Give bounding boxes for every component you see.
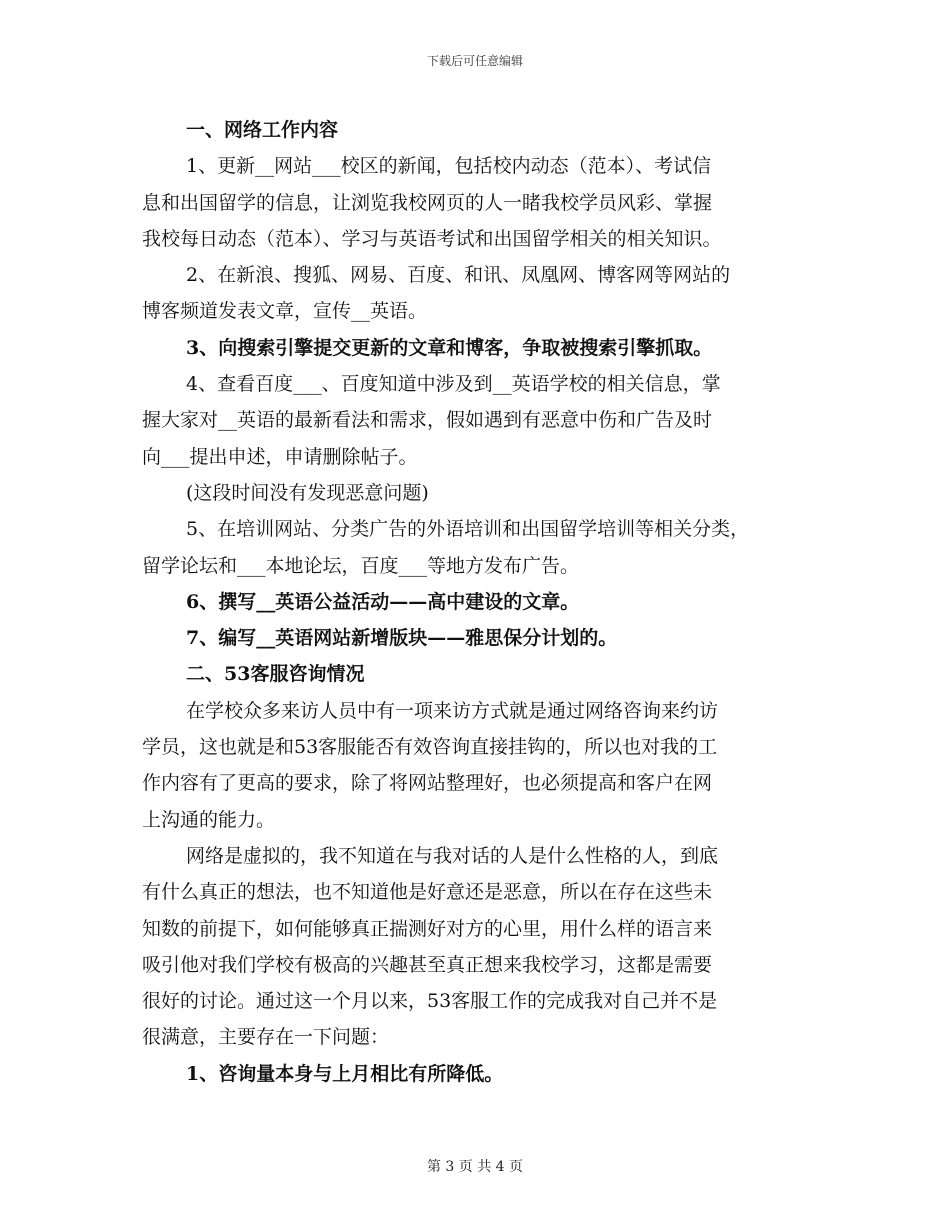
section-heading-line: 1、咨询量本身与上月相比有所降低。 — [186, 1062, 504, 1085]
paragraph-line: 有什么真正的想法，也不知道他是好意还是恶意，所以在存在这些未 — [142, 881, 713, 904]
section-heading-line: 一、网络工作内容 — [186, 119, 339, 141]
paragraph-line: 知数的前提下，如何能够真正揣测好对方的心里，用什么样的语言来 — [142, 917, 713, 940]
page-header: 下载后可任意编辑 — [426, 54, 523, 68]
paragraph-line: 网络是虚拟的，我不知道在与我对话的人是什么性格的人，到底 — [186, 844, 719, 867]
paragraph-line: 很满意，主要存在一下问题： — [142, 1026, 390, 1049]
section-heading-line: 3、向搜索引擎提交更新的文章和博客，争取被搜索引擎抓取。 — [186, 336, 713, 359]
section-heading-line: 二、53客服咨询情况 — [186, 663, 365, 686]
paragraph-line: 很好的讨论。通过这一个月以来，53客服工作的完成我对自己并不是 — [142, 990, 718, 1013]
paragraph-line: 作内容有了更高的要求，除了将网站整理好，也必须提高和客户在网 — [142, 772, 713, 795]
paragraph-line: 吸引他对我们学校有极高的兴趣甚至真正想来我校学习，这都是需要 — [142, 953, 713, 976]
document-body — [142, 112, 822, 1092]
paragraph-line: 在学校众多来访人员中有一项来访方式就是通过网络咨询来约访 — [186, 699, 719, 722]
paragraph-line: 上沟通的能力。 — [142, 808, 276, 831]
paragraph-line: 5、在培训网站、分类广告的外语培训和出国留学培训等相关分类， — [186, 518, 750, 541]
paragraph-line: 1、更新__网站___校区的新闻，包括校内动态（范本）、考试信 — [186, 155, 712, 178]
page-footer: 第 3 页 共 4 页 — [426, 1159, 524, 1175]
paragraph-line: 息和出国留学的信息，让浏览我校网页的人一睹我校学员风彩、掌握 — [142, 191, 713, 214]
paragraph-line: 向___提出申述，申请删除帖子。 — [142, 445, 418, 468]
paragraph-line: 留学论坛和___本地论坛，百度___等地方发布广告。 — [142, 554, 580, 577]
paragraph-line: 2、在新浪、搜狐、网易、百度、和讯、凤凰网、博客网等网站的 — [186, 264, 731, 287]
paragraph-line: 我校每日动态（范本）、学习与英语考试和出国留学相关的相关知识。 — [142, 227, 722, 250]
section-heading-line: 6、撰写__英语公益活动——高中建设的文章。 — [186, 590, 580, 613]
paragraph-line: (这段时间没有发现恶意问题) — [186, 481, 429, 504]
paragraph-line: 握大家对__英语的最新看法和需求，假如遇到有恶意中伤和广告及时 — [142, 409, 713, 432]
section-heading-line: 7、编写__英语网站新增版块——雅思保分计划的。 — [186, 627, 618, 650]
paragraph-line: 博客频道发表文章，宣传__英语。 — [142, 300, 428, 323]
paragraph-line: 学员，这也就是和53客服能否有效咨询直接挂钩的，所以也对我的工 — [142, 736, 718, 759]
paragraph-line: 4、查看百度___、百度知道中涉及到__英语学校的相关信息，掌 — [186, 373, 721, 396]
